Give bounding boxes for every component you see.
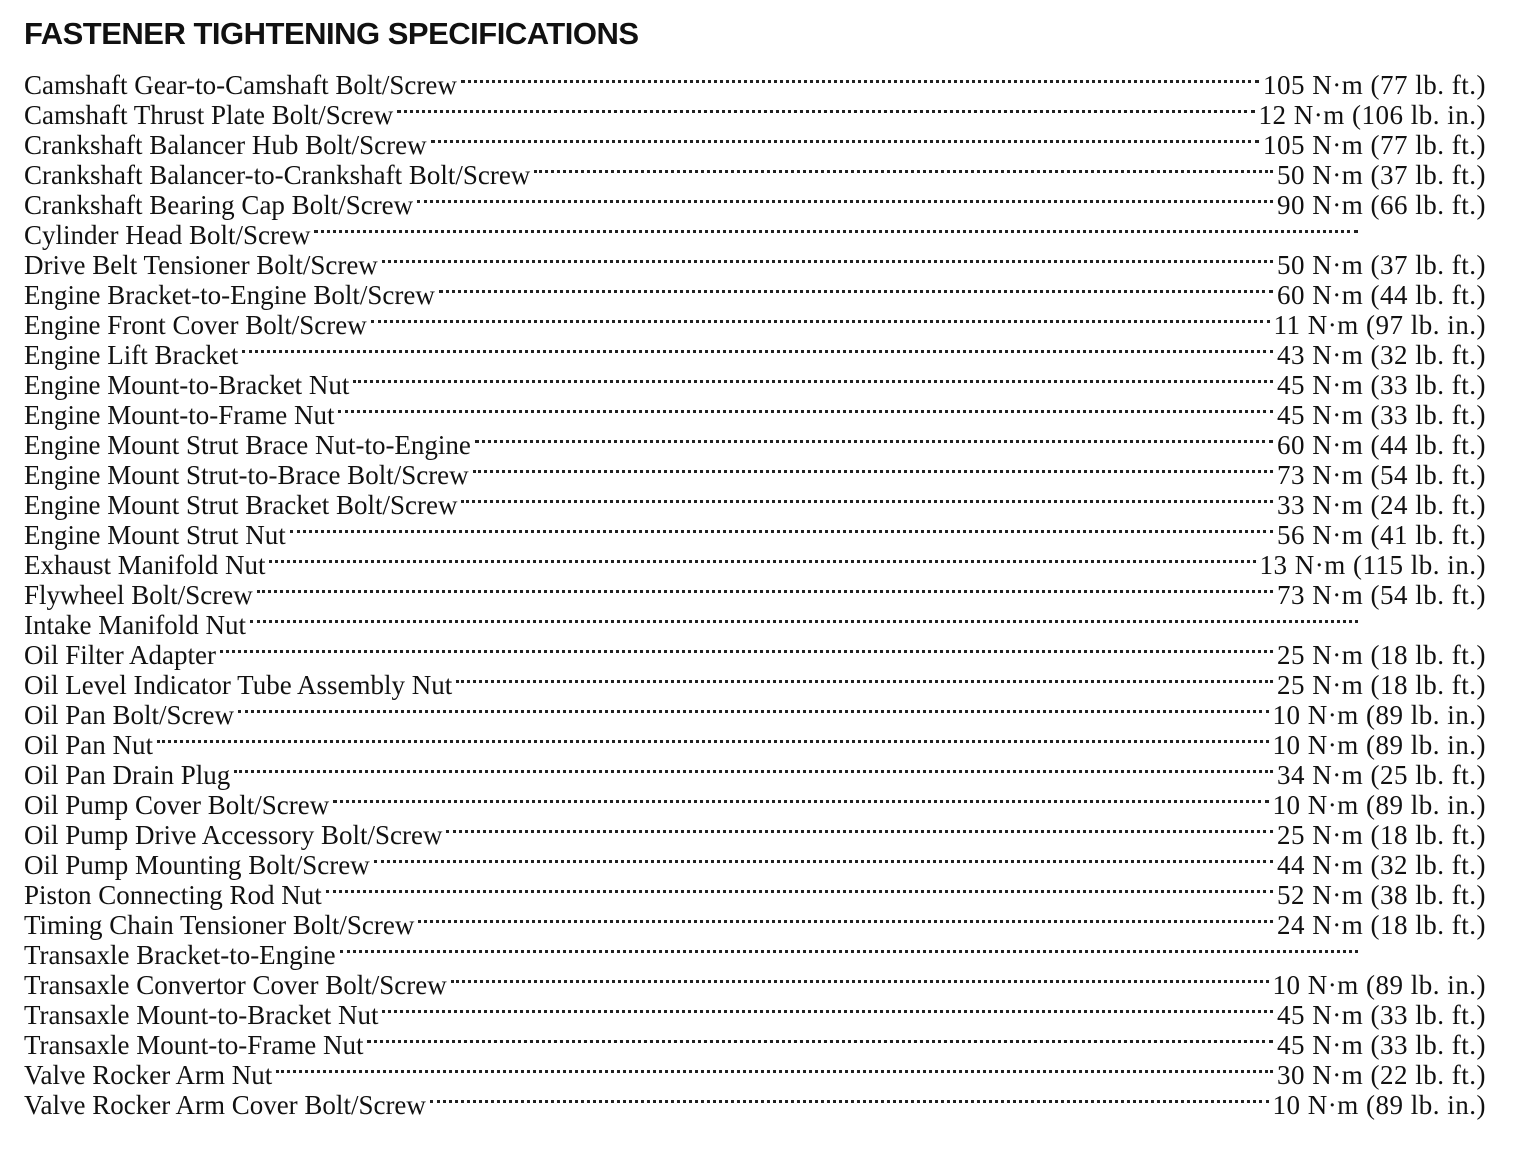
fastener-name: Engine Mount Strut Nut: [24, 520, 286, 550]
torque-value: 56 N·m (41 lb. ft.): [1277, 520, 1486, 550]
fastener-name: Crankshaft Bearing Cap Bolt/Screw: [24, 190, 414, 220]
spec-row: [24, 970, 1486, 1000]
fastener-name: Crankshaft Balancer-to-Crankshaft Bolt/Screw: [24, 160, 531, 190]
fastener-name: Oil Filter Adapter: [24, 640, 216, 670]
fastener-name: Drive Belt Tensioner Bolt/Screw: [24, 250, 378, 280]
dot-leader: [220, 649, 1273, 653]
spec-row: [24, 700, 1486, 730]
torque-value: 12 N·m (106 lb. in.): [1258, 100, 1486, 130]
spec-row: [24, 400, 1486, 430]
fastener-name: Oil Pan Drain Plug: [24, 760, 231, 790]
dot-leader: [314, 229, 1358, 233]
dot-leader: [430, 1099, 1269, 1103]
page-title: FASTENER TIGHTENING SPECIFICATIONS: [24, 16, 639, 51]
dot-leader: [338, 409, 1273, 413]
fastener-name: Transaxle Mount-to-Frame Nut: [24, 1030, 364, 1060]
torque-value: 24 N·m (18 lb. ft.): [1277, 910, 1486, 940]
torque-value: 25 N·m (18 lb. ft.): [1277, 670, 1486, 700]
dot-leader: [439, 289, 1273, 293]
torque-value: 10 N·m (89 lb. in.): [1272, 790, 1486, 820]
torque-value: 34 N·m (25 lb. ft.): [1277, 760, 1486, 790]
fastener-name: Crankshaft Balancer Hub Bolt/Screw: [24, 130, 427, 160]
fastener-name: Exhaust Manifold Nut: [24, 550, 266, 580]
spec-row: [24, 250, 1486, 280]
torque-value: 73 N·m (54 lb. ft.): [1277, 460, 1486, 490]
dot-leader: [418, 919, 1273, 923]
torque-value: 13 N·m (115 lb. in.): [1259, 550, 1486, 580]
dot-leader: [371, 319, 1270, 323]
fastener-name: Oil Pump Drive Accessory Bolt/Screw: [24, 820, 443, 850]
spec-row: [24, 190, 1486, 220]
fastener-name: Oil Pump Cover Bolt/Screw: [24, 790, 330, 820]
fastener-name: Oil Pan Bolt/Screw: [24, 700, 234, 730]
fastener-name: Engine Mount Strut Bracket Bolt/Screw: [24, 490, 458, 520]
spec-row: [24, 220, 1486, 250]
spec-row: [24, 1060, 1486, 1090]
spec-row: [24, 850, 1486, 880]
spec-row: [24, 1000, 1486, 1030]
fastener-name: Engine Mount-to-Frame Nut: [24, 400, 335, 430]
dot-leader: [374, 859, 1273, 863]
fastener-name: Intake Manifold Nut: [24, 610, 246, 640]
spec-row: [24, 70, 1486, 100]
spec-row: [24, 730, 1486, 760]
dot-leader: [446, 829, 1273, 833]
torque-value: 33 N·m (24 lb. ft.): [1277, 490, 1486, 520]
torque-value: 44 N·m (32 lb. ft.): [1277, 850, 1486, 880]
fastener-name: Transaxle Convertor Cover Bolt/Screw: [24, 970, 447, 1000]
dot-leader: [250, 619, 1358, 623]
torque-value: 45 N·m (33 lb. ft.): [1277, 1000, 1486, 1030]
dot-leader: [534, 169, 1273, 173]
torque-value: 25 N·m (18 lb. ft.): [1277, 820, 1486, 850]
torque-value: 52 N·m (38 lb. ft.): [1277, 880, 1486, 910]
fastener-name: Engine Bracket-to-Engine Bolt/Screw: [24, 280, 435, 310]
dot-leader: [417, 199, 1273, 203]
dot-leader: [257, 589, 1273, 593]
fastener-name: Oil Level Indicator Tube Assembly Nut: [24, 670, 453, 700]
spec-row: [24, 550, 1486, 580]
spec-row: [24, 820, 1486, 850]
dot-leader: [340, 949, 1358, 953]
fastener-name: Engine Mount Strut-to-Brace Bolt/Screw: [24, 460, 469, 490]
spec-row: [24, 100, 1486, 130]
torque-value: 45 N·m (33 lb. ft.): [1277, 370, 1486, 400]
torque-value: 45 N·m (33 lb. ft.): [1277, 1030, 1486, 1060]
fastener-name: Valve Rocker Arm Cover Bolt/Screw: [24, 1090, 426, 1120]
spec-row: [24, 460, 1486, 490]
torque-value: 30 N·m (22 lb. ft.): [1277, 1060, 1486, 1090]
spec-row: [24, 490, 1486, 520]
torque-value: 105 N·m (77 lb. ft.): [1263, 70, 1486, 100]
spec-row: [24, 880, 1486, 910]
dot-leader: [242, 349, 1273, 353]
fastener-name: Oil Pump Mounting Bolt/Screw: [24, 850, 370, 880]
fastener-name: Engine Front Cover Bolt/Screw: [24, 310, 367, 340]
dot-leader: [475, 439, 1273, 443]
spec-list: [24, 70, 1486, 1120]
spec-row: [24, 940, 1486, 970]
dot-leader: [157, 739, 1269, 743]
fastener-name: Engine Mount Strut Brace Nut-to-Engine: [24, 430, 471, 460]
fastener-name: Oil Pan Nut: [24, 730, 154, 760]
fastener-name: Cylinder Head Bolt/Screw: [24, 220, 311, 250]
spec-row: [24, 670, 1486, 700]
fastener-name: Transaxle Mount-to-Bracket Nut: [24, 1000, 379, 1030]
fastener-name: Transaxle Bracket-to-Engine: [24, 940, 336, 970]
spec-row: [24, 520, 1486, 550]
spec-row: [24, 910, 1486, 940]
spec-row: [24, 430, 1486, 460]
dot-leader: [367, 1039, 1273, 1043]
dot-leader: [461, 499, 1273, 503]
torque-value: 11 N·m (97 lb. in.): [1273, 310, 1486, 340]
torque-value: 50 N·m (37 lb. ft.): [1277, 250, 1486, 280]
spec-row: [24, 130, 1486, 160]
dot-leader: [290, 529, 1273, 533]
dot-leader: [234, 769, 1273, 773]
dot-leader: [238, 709, 1269, 713]
spec-row: [24, 1090, 1486, 1120]
dot-leader: [276, 1069, 1273, 1073]
fastener-name: Flywheel Bolt/Screw: [24, 580, 253, 610]
spec-row: [24, 790, 1486, 820]
spec-row: [24, 370, 1486, 400]
torque-value: 60 N·m (44 lb. ft.): [1277, 430, 1486, 460]
dot-leader: [269, 559, 1255, 563]
spec-row: [24, 760, 1486, 790]
spec-sheet: [24, 14, 1486, 1120]
fastener-name: Engine Mount-to-Bracket Nut: [24, 370, 350, 400]
dot-leader: [382, 259, 1273, 263]
torque-value: 60 N·m (44 lb. ft.): [1277, 280, 1486, 310]
torque-value: 105 N·m (77 lb. ft.): [1263, 130, 1486, 160]
spec-row: [24, 340, 1486, 370]
dot-leader: [461, 79, 1259, 83]
spec-row: [24, 610, 1486, 640]
dot-leader: [333, 799, 1268, 803]
torque-value: 10 N·m (89 lb. in.): [1272, 970, 1486, 1000]
torque-value: 10 N·m (89 lb. in.): [1272, 1090, 1486, 1120]
dot-leader: [451, 979, 1269, 983]
fastener-name: Timing Chain Tensioner Bolt/Screw: [24, 910, 415, 940]
spec-row: [24, 1030, 1486, 1060]
torque-value: 10 N·m (89 lb. in.): [1272, 730, 1486, 760]
dot-leader: [473, 469, 1273, 473]
spec-row: [24, 160, 1486, 190]
torque-value: 73 N·m (54 lb. ft.): [1277, 580, 1486, 610]
dot-leader: [326, 889, 1273, 893]
torque-value: 90 N·m (66 lb. ft.): [1277, 190, 1486, 220]
dot-leader: [431, 139, 1259, 143]
fastener-name: Piston Connecting Rod Nut: [24, 880, 322, 910]
torque-value: 25 N·m (18 lb. ft.): [1277, 640, 1486, 670]
torque-value: 43 N·m (32 lb. ft.): [1277, 340, 1486, 370]
spec-row: [24, 280, 1486, 310]
dot-leader: [382, 1009, 1273, 1013]
dot-leader: [456, 679, 1273, 683]
fastener-name: Engine Lift Bracket: [24, 340, 239, 370]
torque-value: 50 N·m (37 lb. ft.): [1277, 160, 1486, 190]
dot-leader: [353, 379, 1273, 383]
torque-value: 10 N·m (89 lb. in.): [1272, 700, 1486, 730]
spec-row: [24, 640, 1486, 670]
fastener-name: Camshaft Thrust Plate Bolt/Screw: [24, 100, 394, 130]
spec-row: [24, 310, 1486, 340]
torque-value: 45 N·m (33 lb. ft.): [1277, 400, 1486, 430]
spec-row: [24, 580, 1486, 610]
fastener-name: Camshaft Gear-to-Camshaft Bolt/Screw: [24, 70, 457, 100]
dot-leader: [397, 109, 1254, 113]
fastener-name: Valve Rocker Arm Nut: [24, 1060, 273, 1090]
